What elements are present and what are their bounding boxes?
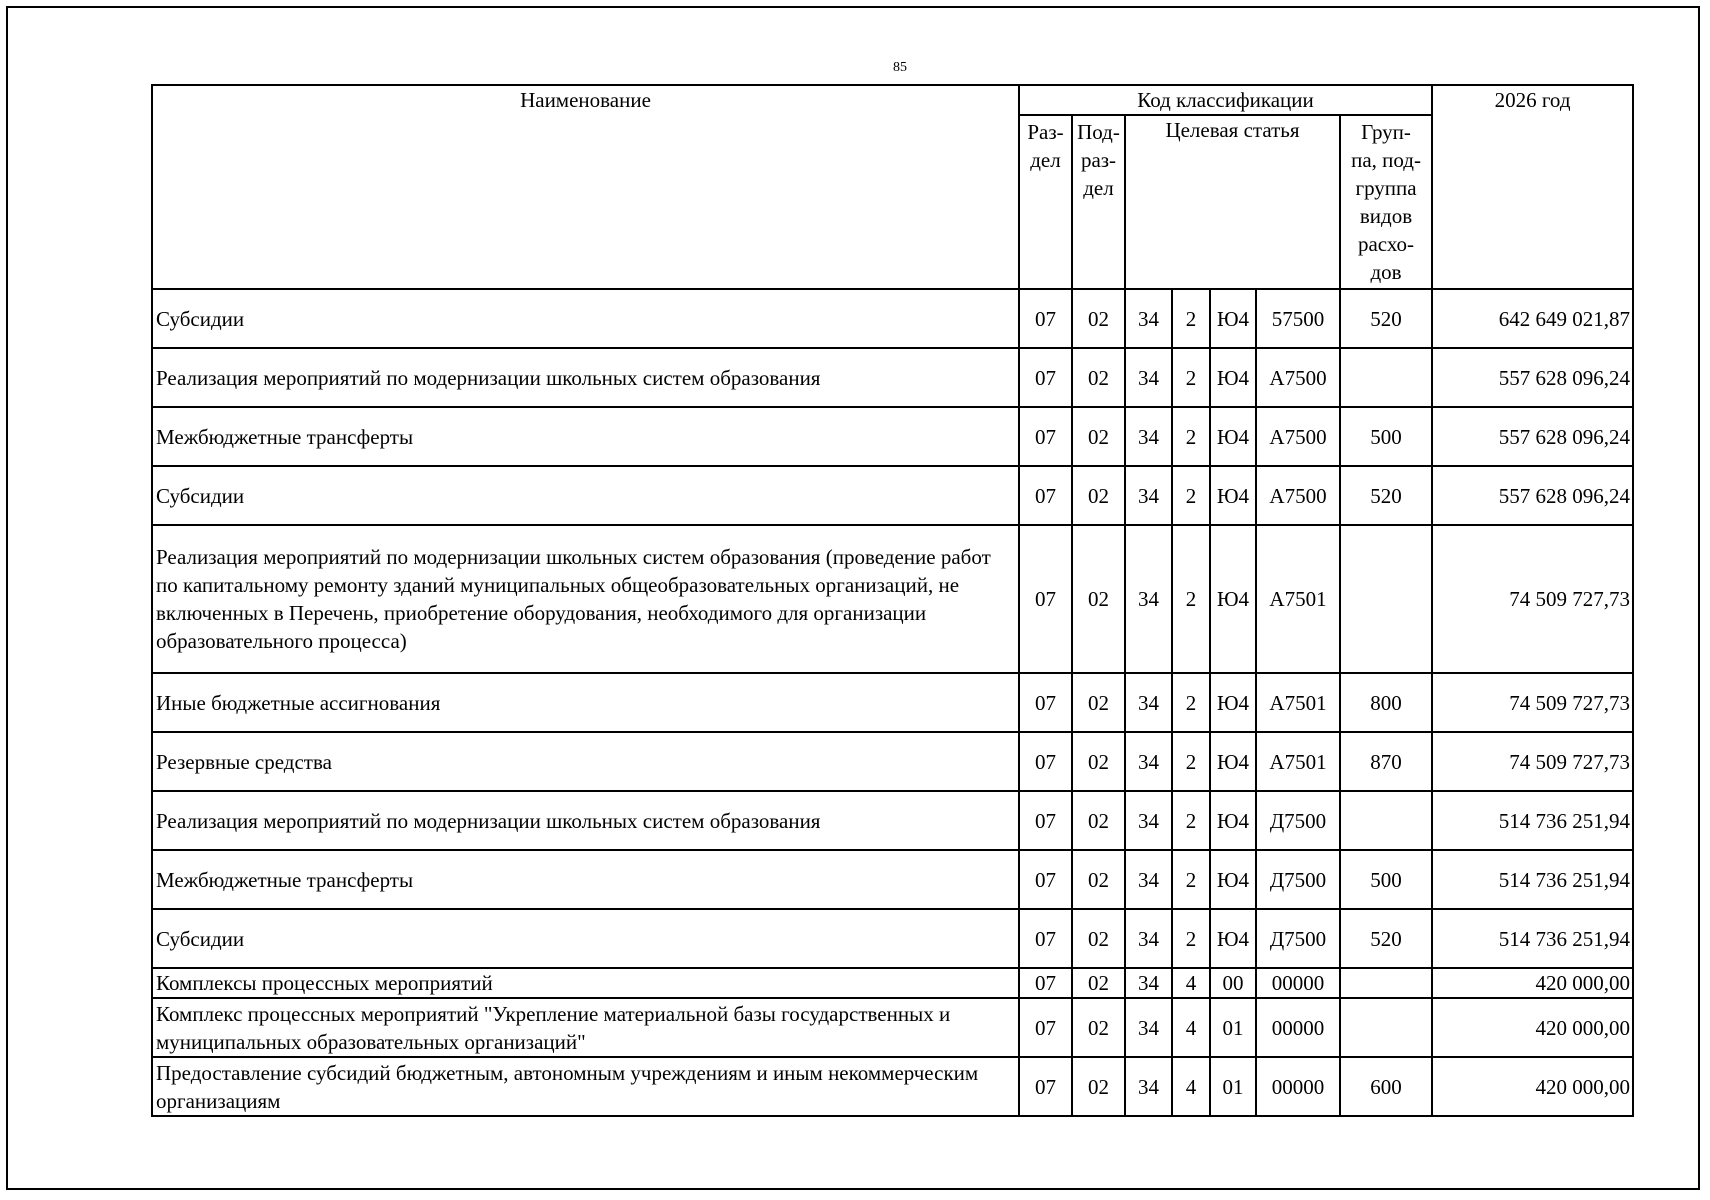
row-code-direction: А7501 (1256, 673, 1340, 732)
table-row (152, 348, 1633, 407)
row-amount: 420 000,00 (1432, 998, 1633, 1057)
row-code-structural: 01 (1210, 998, 1256, 1057)
row-code-program: 34 (1125, 968, 1172, 998)
row-code-direction: А7500 (1256, 466, 1340, 525)
row-amount: 74 509 727,73 (1432, 673, 1633, 732)
row-code-structural: Ю4 (1210, 732, 1256, 791)
header-subsection: Под- раз- дел (1072, 115, 1125, 289)
row-code-direction: А7501 (1256, 525, 1340, 673)
row-razdel: 07 (1019, 1057, 1072, 1116)
row-amount: 557 628 096,24 (1432, 407, 1633, 466)
table-row (152, 732, 1633, 791)
row-podrazdel: 02 (1072, 673, 1125, 732)
row-podrazdel: 02 (1072, 466, 1125, 525)
row-expense-group (1340, 348, 1432, 407)
header-target-article: Целевая статья (1125, 115, 1340, 289)
row-code-type: 4 (1172, 998, 1210, 1057)
row-amount: 557 628 096,24 (1432, 466, 1633, 525)
row-code-direction: А7501 (1256, 732, 1340, 791)
row-code-structural: Ю4 (1210, 525, 1256, 673)
row-razdel: 07 (1019, 732, 1072, 791)
row-razdel: 07 (1019, 525, 1072, 673)
row-code-type: 2 (1172, 791, 1210, 850)
row-razdel: 07 (1019, 673, 1072, 732)
row-razdel: 07 (1019, 968, 1072, 998)
row-expense-group: 500 (1340, 850, 1432, 909)
row-name: Реализация мероприятий по модернизации школьных систем образования (проведение работ по капитальному ремонту зданий муниципальных общеобразовательных организаций, не включенных в Перечень, приобретение оборудования, необходимого для организации образовательного процесса) (152, 525, 1019, 673)
row-code-structural: Ю4 (1210, 348, 1256, 407)
table-row (152, 968, 1633, 998)
table-row (152, 1057, 1633, 1116)
row-name: Иные бюджетные ассигнования (152, 673, 1019, 732)
header-section: Раз- дел (1019, 115, 1072, 289)
table-row (152, 791, 1633, 850)
row-name: Субсидии (152, 909, 1019, 968)
row-code-program: 34 (1125, 673, 1172, 732)
row-razdel: 07 (1019, 289, 1072, 348)
row-code-program: 34 (1125, 1057, 1172, 1116)
row-code-program: 34 (1125, 791, 1172, 850)
row-name: Резервные средства (152, 732, 1019, 791)
row-code-structural: Ю4 (1210, 407, 1256, 466)
page-number: 85 (893, 60, 907, 75)
row-name: Комплексы процессных мероприятий (152, 968, 1019, 998)
row-expense-group: 520 (1340, 466, 1432, 525)
row-podrazdel: 02 (1072, 525, 1125, 673)
row-code-type: 2 (1172, 289, 1210, 348)
row-expense-group (1340, 525, 1432, 673)
row-code-structural: Ю4 (1210, 850, 1256, 909)
row-code-type: 2 (1172, 732, 1210, 791)
row-expense-group (1340, 791, 1432, 850)
row-code-program: 34 (1125, 998, 1172, 1057)
row-amount: 642 649 021,87 (1432, 289, 1633, 348)
table-row (152, 525, 1633, 673)
row-code-structural: 00 (1210, 968, 1256, 998)
row-name: Межбюджетные трансферты (152, 850, 1019, 909)
row-code-program: 34 (1125, 466, 1172, 525)
row-expense-group: 500 (1340, 407, 1432, 466)
row-code-type: 2 (1172, 407, 1210, 466)
row-razdel: 07 (1019, 998, 1072, 1057)
row-name: Субсидии (152, 466, 1019, 525)
row-code-structural: Ю4 (1210, 909, 1256, 968)
row-expense-group (1340, 968, 1432, 998)
row-code-structural: Ю4 (1210, 673, 1256, 732)
row-code-structural: Ю4 (1210, 791, 1256, 850)
row-podrazdel: 02 (1072, 968, 1125, 998)
row-amount: 420 000,00 (1432, 1057, 1633, 1116)
row-code-direction: Д7500 (1256, 909, 1340, 968)
row-razdel: 07 (1019, 348, 1072, 407)
row-podrazdel: 02 (1072, 791, 1125, 850)
row-code-direction: Д7500 (1256, 850, 1340, 909)
row-name: Комплекс процессных мероприятий "Укрепление материальной базы государственных и муниципальных образовательных организаций" (152, 998, 1019, 1057)
row-code-program: 34 (1125, 525, 1172, 673)
row-code-type: 4 (1172, 1057, 1210, 1116)
row-code-direction: 00000 (1256, 1057, 1340, 1116)
row-expense-group: 600 (1340, 1057, 1432, 1116)
row-code-type: 2 (1172, 525, 1210, 673)
row-code-direction: Д7500 (1256, 791, 1340, 850)
row-amount: 74 509 727,73 (1432, 525, 1633, 673)
table-row (152, 407, 1633, 466)
row-code-direction: 00000 (1256, 968, 1340, 998)
row-code-type: 4 (1172, 968, 1210, 998)
row-amount: 514 736 251,94 (1432, 850, 1633, 909)
row-code-direction: 57500 (1256, 289, 1340, 348)
row-amount: 557 628 096,24 (1432, 348, 1633, 407)
row-expense-group: 520 (1340, 289, 1432, 348)
row-code-structural: Ю4 (1210, 466, 1256, 525)
row-podrazdel: 02 (1072, 348, 1125, 407)
row-code-program: 34 (1125, 732, 1172, 791)
table-row (152, 998, 1633, 1057)
row-podrazdel: 02 (1072, 1057, 1125, 1116)
row-podrazdel: 02 (1072, 407, 1125, 466)
header-classification: Код классификации (1019, 85, 1432, 115)
row-code-program: 34 (1125, 850, 1172, 909)
row-podrazdel: 02 (1072, 998, 1125, 1057)
row-name: Субсидии (152, 289, 1019, 348)
row-podrazdel: 02 (1072, 850, 1125, 909)
row-expense-group: 520 (1340, 909, 1432, 968)
row-code-type: 2 (1172, 466, 1210, 525)
table-row (152, 673, 1633, 732)
row-name: Предоставление субсидий бюджетным, автономным учреждениям и иным некоммерческим организациям (152, 1057, 1019, 1116)
header-name: Наименование (152, 85, 1019, 289)
row-amount: 514 736 251,94 (1432, 791, 1633, 850)
row-code-program: 34 (1125, 407, 1172, 466)
table-row (152, 466, 1633, 525)
row-code-direction: А7500 (1256, 348, 1340, 407)
row-code-type: 2 (1172, 850, 1210, 909)
row-razdel: 07 (1019, 909, 1072, 968)
row-name: Реализация мероприятий по модернизации школьных систем образования (152, 791, 1019, 850)
row-code-structural: 01 (1210, 1057, 1256, 1116)
budget-table (151, 84, 1634, 1117)
table-row (152, 289, 1633, 348)
row-amount: 514 736 251,94 (1432, 909, 1633, 968)
row-code-direction: 00000 (1256, 998, 1340, 1057)
row-code-type: 2 (1172, 673, 1210, 732)
row-expense-group: 800 (1340, 673, 1432, 732)
row-razdel: 07 (1019, 407, 1072, 466)
row-razdel: 07 (1019, 791, 1072, 850)
row-code-program: 34 (1125, 909, 1172, 968)
table-row (152, 909, 1633, 968)
row-expense-group: 870 (1340, 732, 1432, 791)
row-amount: 74 509 727,73 (1432, 732, 1633, 791)
table-row (152, 850, 1633, 909)
row-code-structural: Ю4 (1210, 289, 1256, 348)
row-code-type: 2 (1172, 348, 1210, 407)
row-podrazdel: 02 (1072, 289, 1125, 348)
row-amount: 420 000,00 (1432, 968, 1633, 998)
row-podrazdel: 02 (1072, 732, 1125, 791)
row-name: Реализация мероприятий по модернизации школьных систем образования (152, 348, 1019, 407)
header-year: 2026 год (1432, 85, 1633, 289)
row-name: Межбюджетные трансферты (152, 407, 1019, 466)
row-code-program: 34 (1125, 289, 1172, 348)
row-podrazdel: 02 (1072, 909, 1125, 968)
row-expense-group (1340, 998, 1432, 1057)
row-razdel: 07 (1019, 466, 1072, 525)
row-razdel: 07 (1019, 850, 1072, 909)
header-expense-group: Груп- па, под- группа видов расхо- дов (1340, 115, 1432, 289)
row-code-direction: А7500 (1256, 407, 1340, 466)
row-code-program: 34 (1125, 348, 1172, 407)
row-code-type: 2 (1172, 909, 1210, 968)
